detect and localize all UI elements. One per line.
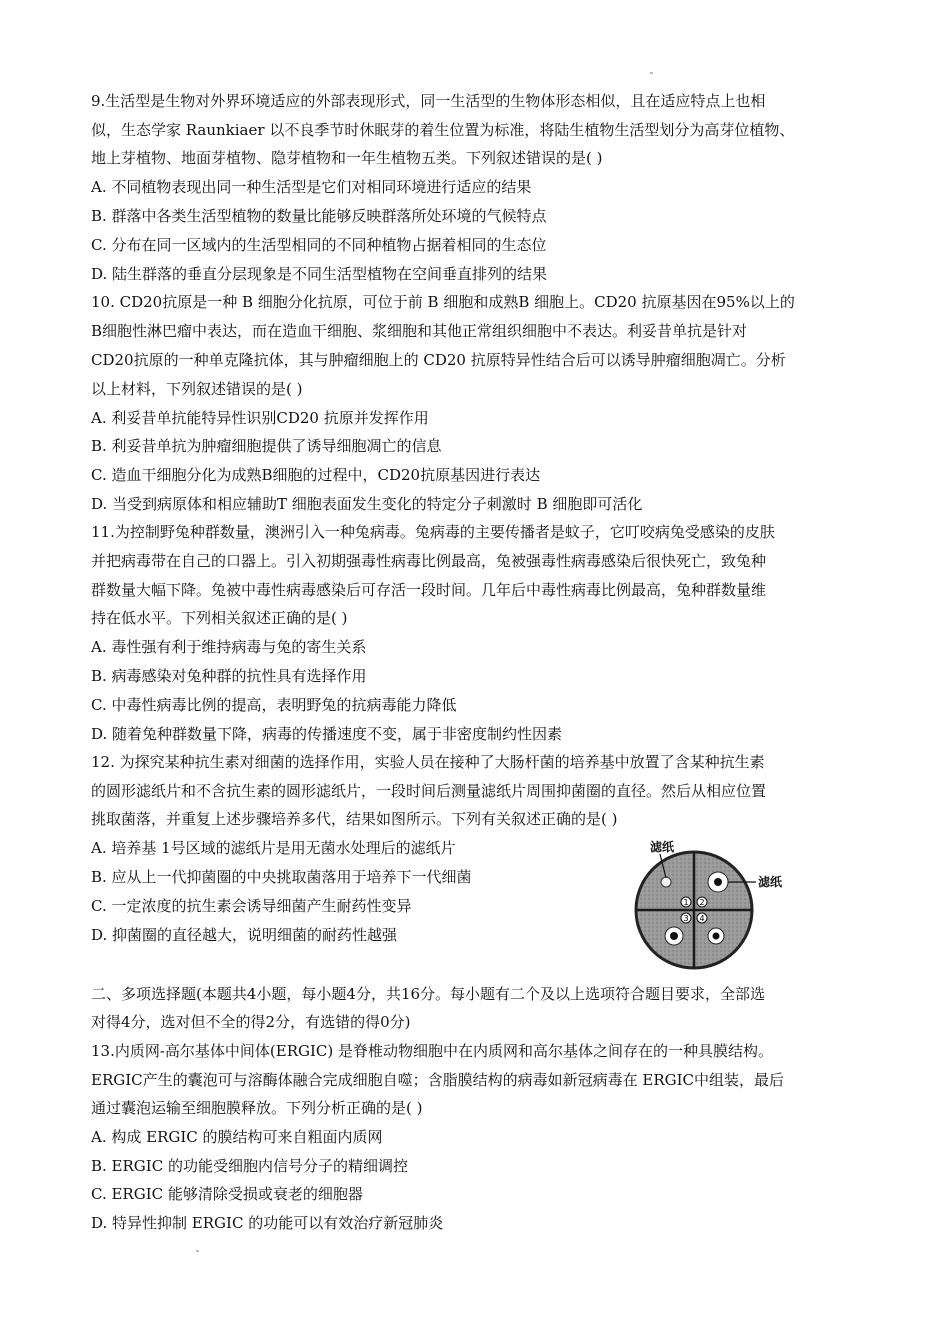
question-12-stem-line: 的圆形滤纸片和不含抗生素的圆形滤纸片，一段时间后测量滤纸片周围抑菌圈的直径。然后从相应位置 [91, 782, 767, 800]
petri-dish-illustration [628, 838, 798, 972]
antibiotic-paper-disc [714, 878, 722, 886]
question-9-stem-line: 地上芽植物、地面芽植物、隐芽植物和一年生植物五类。下列叙述错误的是( ) [91, 149, 603, 167]
quadrant-number: 4 [699, 914, 705, 923]
question-9-option-a: A. 不同植物表现出同一种生活型是它们对相同环境进行适应的结果 [91, 178, 532, 196]
antibiotic-paper-disc [670, 932, 678, 940]
quadrant-number: 3 [683, 914, 689, 923]
question-13-option-a: A. 构成 ERGIC 的膜结构可来自粗面内质网 [91, 1128, 383, 1146]
question-10-stem-line: CD20抗原的一种单克隆抗体，其与肿瘤细胞上的 CD20 抗原特异性结合后可以诱导肿瘤细胞凋亡。分析 [91, 351, 786, 369]
question-10-option-a: A. 利妥昔单抗能特异性识别CD20 抗原并发挥作用 [91, 409, 429, 427]
question-9-stem-line: 似，生态学家 Raunkiaer 以不良季节时休眠芽的着生位置为标准，将陆生植物生活型划分为高芽位植物、 [91, 121, 795, 139]
question-10-stem-line: B细胞性淋巴瘤中表达，而在造血干细胞、浆细胞和其他正常组织细胞中不表达。利妥昔单抗是针对 [91, 322, 748, 340]
question-12-stem-line: 挑取菌落，并重复上述步骤培养多代，结果如图所示。下列有关叙述正确的是( ) [91, 810, 618, 828]
question-13-stem-line: 通过囊泡运输至细胞膜释放。下列分析正确的是( ) [91, 1099, 423, 1117]
question-10-stem-line: 10. CD20抗原是一种 B 细胞分化抗原，可位于前 B 细胞和成熟B 细胞上。CD20 抗原基因在95%以上的 [91, 293, 795, 311]
question-13-stem-line: 13.内质网-高尔基体中间体(ERGIC) 是脊椎动物细胞中在内质网和高尔基体之间存在的一种具膜结构。 [91, 1042, 774, 1060]
question-9-stem-line: 9.生活型是生物对外界环境适应的外部表现形式，同一生活型的生物体形态相似，且在适应特点上也相 [91, 92, 766, 110]
question-13-option-d: D. 特异性抑制 ERGIC 的功能可以有效治疗新冠肺炎 [91, 1214, 444, 1232]
question-13-option-b: B. ERGIC 的功能受细胞内信号分子的精细调控 [91, 1157, 408, 1175]
filter-paper-label-top: 滤纸 [650, 840, 675, 854]
question-10-option-b: B. 利妥昔单抗为肿瘤细胞提供了诱导细胞凋亡的信息 [91, 437, 442, 455]
question-11-option-b: B. 病毒感染对兔种群的抗性具有选择作用 [91, 667, 367, 685]
question-13-stem-line: ERGIC产生的囊泡可与溶酶体融合完成细胞自噬；含脂膜结构的病毒如新冠病毒在 ERGIC中组装，最后 [91, 1071, 785, 1089]
control-paper-disc [661, 877, 671, 887]
question-11-option-a: A. 毒性强有利于维持病毒与兔的寄生关系 [91, 638, 367, 656]
question-12-option-c: C. 一定浓度的抗生素会诱导细菌产生耐药性变异 [91, 897, 412, 915]
quadrant-number: 1 [683, 898, 689, 907]
quadrant-number: 2 [699, 898, 705, 907]
question-10-option-c: C. 造血干细胞分化为成熟B细胞的过程中，CD20抗原基因进行表达 [91, 466, 541, 484]
question-9-option-d: D. 陆生群落的垂直分层现象是不同生活型植物在空间垂直排列的结果 [91, 265, 548, 283]
scan-speck [196, 1250, 199, 1252]
question-11-stem-line: 11.为控制野兔种群数量，澳洲引入一种兔病毒。兔病毒的主要传播者是蚊子，它叮咬病兔受感染的皮肤 [91, 523, 775, 541]
question-11-stem-line: 持在低水平。下列相关叙述正确的是( ) [91, 609, 348, 627]
question-12-option-d: D. 抑菌圈的直径越大，说明细菌的耐药性越强 [91, 926, 398, 944]
petri-dish-figure [628, 838, 798, 972]
question-10-stem-line: 以上材料，下列叙述错误的是( ) [91, 380, 303, 398]
question-13-option-c: C. ERGIC 能够清除受损或衰老的细胞器 [91, 1185, 363, 1203]
question-9-option-b: B. 群落中各类生活型植物的数量比能够反映群落所处环境的气候特点 [91, 207, 547, 225]
question-11-option-c: C. 中毒性病毒比例的提高，表明野兔的抗病毒能力降低 [91, 696, 457, 714]
question-11-stem-line: 并把病毒带在自己的口器上。引入初期强毒性病毒比例最高，兔被强毒性病毒感染后很快死亡，致兔种 [91, 552, 767, 570]
scan-speck [650, 72, 653, 74]
question-10-option-d: D. 当受到病原体和相应辅助T 细胞表面发生变化的特定分子刺激时 B 细胞即可活化 [91, 495, 643, 513]
question-9-option-c: C. 分布在同一区域内的生活型相同的不同种植物占据着相同的生态位 [91, 236, 547, 254]
question-12-option-a: A. 培养基 1号区域的滤纸片是用无菌水处理后的滤纸片 [91, 839, 456, 857]
question-12-option-b: B. 应从上一代抑菌圈的中央挑取菌落用于培养下一代细菌 [91, 868, 472, 886]
question-11-option-d: D. 随着兔种群数量下降，病毒的传播速度不变，属于非密度制约性因素 [91, 725, 563, 743]
question-11-stem-line: 群数量大幅下降。兔被中毒性病毒感染后可存活一段时间。几年后中毒性病毒比例最高，兔种群数量维 [91, 581, 767, 599]
section-2-heading-line: 对得4分，选对但不全的得2分，有选错的得0分) [91, 1013, 411, 1031]
question-12-stem-line: 12. 为探究某种抗生素对细菌的选择作用，实验人员在接种了大肠杆菌的培养基中放置了含某种抗生素 [91, 753, 765, 771]
section-2-heading-line: 二、多项选择题(本题共4小题，每小题4分，共16分。每小题有二个及以上选项符合题目要求，全部选 [91, 985, 766, 1003]
antibiotic-paper-disc [713, 933, 720, 940]
filter-paper-label-right: 滤纸 [758, 875, 783, 889]
